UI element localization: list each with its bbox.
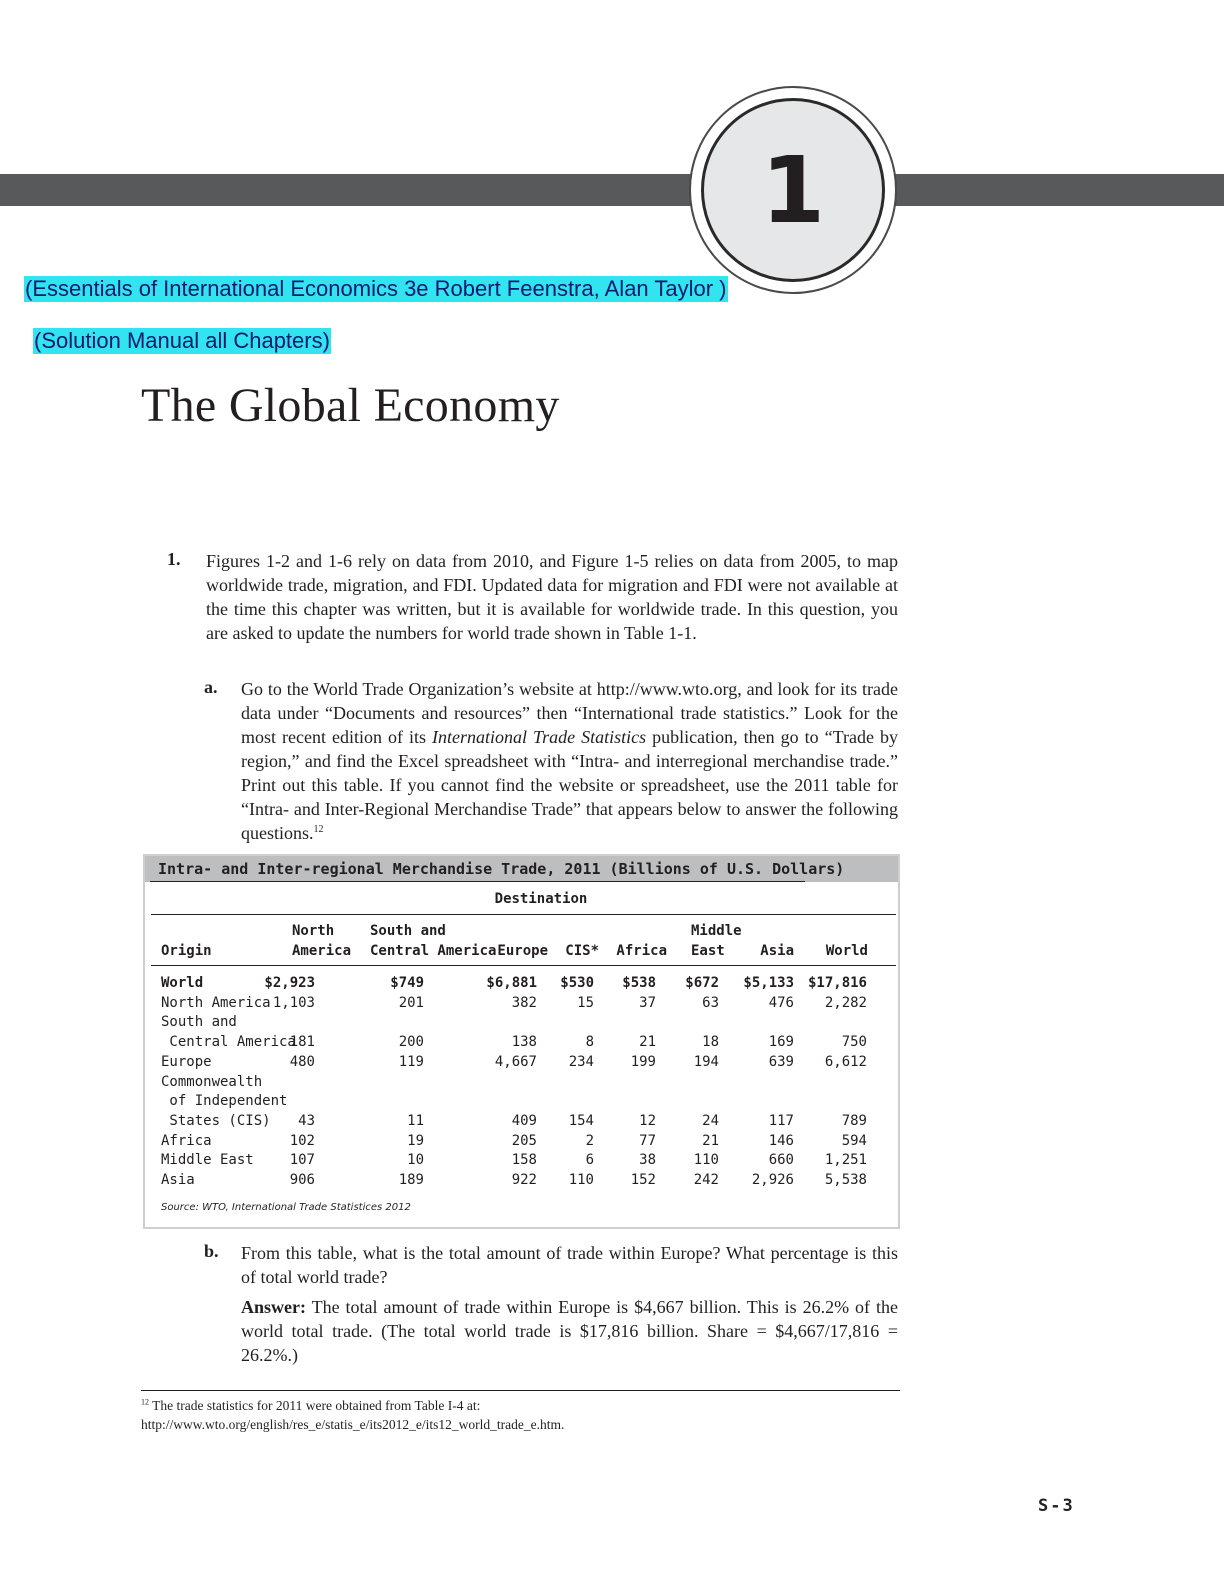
table-cell: 5,538 [824,1172,867,1188]
table-cell: 19 [407,1132,424,1149]
col-header-world: World [825,943,868,959]
table-title: Intra- and Inter-regional Merchandise Trade, 2011 (Billions of U.S. Dollars) [158,860,845,878]
part-b-label: b. [204,1241,219,1261]
table-cell: 189 [398,1172,424,1188]
table-cell: 6,612 [824,1053,867,1070]
part-a-text [241,677,898,845]
table-cell: 1,251 [824,1152,867,1169]
table-cell: 11 [407,1112,424,1129]
table-cell: 234 [568,1053,594,1070]
table-cell: 38 [639,1152,656,1169]
table-cell: 107 [289,1152,315,1169]
col-header-europe: Europe [497,943,548,959]
part-b-answer [241,1295,898,1367]
page-number: S-3 [1038,1496,1075,1516]
question-text: Figures 1-2 and 1-6 rely on data from 2010, and Figure 1-5 relies on data from 2005, to map worldwide trade, migration, and FDI. Updated data for migration and FDI were not available at the time this chapter was written, but it is available for worldwide trade. In this question, you are asked to update the numbers for world trade shown in Table 1-1. [206,551,898,643]
col-header-middle-east-2: East [691,943,725,959]
row-origin-label: of Independent [161,1093,288,1110]
col-header-origin: Origin [161,943,212,959]
chapter-number: 1 [760,136,825,244]
row-origin-label: World [161,975,204,991]
table-cell: 2 [585,1132,594,1149]
table-cell: 21 [702,1132,719,1149]
table-cell: 37 [639,994,656,1011]
table-source: Source: WTO, International Trade Statistices 2012 [161,1202,411,1213]
row-origin-label: Middle East [161,1152,254,1169]
footnote-ref: 12 [313,824,324,835]
table-cell: $17,816 [807,975,867,991]
table-cell: 382 [511,994,537,1011]
table-cell: 12 [639,1112,656,1129]
table-cell: 63 [702,994,719,1011]
col-header-north-america-2: America [292,943,352,959]
chapter-title: The Global Economy [141,379,560,432]
table-cell: 480 [289,1053,315,1070]
row-origin-label: Commonwealth [161,1073,263,1090]
table-cell: 201 [398,994,424,1011]
footnote-rule [141,1390,900,1391]
table-cell: $672 [685,975,719,991]
table-cell: $538 [622,975,656,991]
table-cell: 119 [398,1053,424,1070]
row-origin-label: Europe [161,1053,212,1070]
row-origin-label: States (CIS) [161,1112,271,1129]
highlight-book-title: (Essentials of International Economics 3e Robert Feenstra, Alan Taylor ) [25,276,727,301]
table-cell: 6 [585,1152,594,1169]
col-header-cis: CIS* [565,943,599,959]
col-header-middle-east-1: Middle [691,923,742,939]
table-cell: 152 [630,1172,656,1188]
table-cell: 15 [577,994,594,1011]
part-a-text-end: publication, then go to “Trade by region,” and find the Excel spreadsheet with “Intra- and interregional merchandise trade.” Print out this table. If you cannot find the website or spreadsheet, use the 2011 table for “Intra- and Inter-Regional Merchandise Trade” that appears below to answer the following questions. [241,727,898,843]
table-cell: 194 [693,1053,719,1070]
col-header-asia: Asia [760,943,794,959]
table-cell: 102 [289,1132,315,1149]
col-header-south-central-1: South and [370,923,446,939]
table-cell: 2,282 [824,994,867,1011]
footnote-marker: 12 [141,1397,149,1407]
table-cell: $749 [390,975,424,991]
part-a-label: a. [204,677,218,697]
table-cell: $6,881 [486,975,537,991]
row-origin-label: Central America [161,1034,296,1051]
col-header-africa: Africa [616,943,667,959]
table-cell: 10 [407,1152,424,1169]
table-cell: 117 [768,1112,794,1129]
body-rule [151,965,896,966]
table-cell: 906 [289,1172,315,1188]
table-cell: 639 [768,1053,794,1070]
answer-text: The total amount of trade within Europe is $4,667 billion. This is 26.2% of the world total trade. (The total world trade is $17,816 billion. Share = $4,667/17,816 = 26.2%.) [241,1297,898,1365]
table-cell: 4,667 [494,1053,537,1070]
table-cell: 21 [639,1034,656,1051]
table-cell: 750 [841,1034,867,1051]
row-origin-label: South and [161,1014,237,1031]
table-title-underline [150,881,805,882]
publication-title: International Trade Statistics [432,727,647,747]
header-rule [151,914,896,915]
table-cell: 169 [768,1034,794,1051]
table-cell: 199 [630,1053,656,1070]
table-cell: 205 [511,1132,537,1149]
table-cell: $530 [560,975,594,991]
table-cell: 922 [511,1172,537,1188]
footnote-text: The trade statistics for 2011 were obtained from Table I-4 at: http://www.wto.org/english/res_e/statis_e/its2012_e/its12_world_trade_e.htm. [141,1398,565,1432]
footnote [141,1396,900,1434]
table-cell: 181 [289,1034,315,1051]
table-cell: 242 [693,1172,719,1188]
question-number: 1. [167,549,181,569]
row-origin-label: Africa [161,1132,212,1149]
table-cell: 158 [511,1152,537,1169]
table-cell: 476 [768,994,794,1011]
table-cell: 200 [398,1034,424,1051]
part-a-text-start: Go to the World Trade Organization’s website at http://www.wto.org, and look for its trade data under “Documents and resources” then “International trade statistics.” Look for the most recent edition of its [241,679,898,747]
table-cell: 789 [841,1112,867,1129]
table-cell: 18 [702,1034,719,1051]
destination-label: Destination [494,891,588,907]
col-header-north-america-1: North [292,923,335,939]
header-band [0,174,1224,206]
table-cell: 2,926 [751,1172,794,1188]
table-cell: 1,103 [272,994,315,1011]
highlight-solution-manual: (Solution Manual all Chapters) [34,328,330,353]
table-cell: 594 [841,1132,867,1149]
table-cell: 110 [693,1152,719,1169]
row-origin-label: Asia [161,1172,195,1188]
table-cell: 409 [511,1112,537,1129]
table-cell: 24 [702,1112,719,1129]
table-cell: $5,133 [743,975,794,991]
table-cell: 110 [568,1172,594,1188]
table-cell: 660 [768,1152,794,1169]
table-cell: 146 [768,1132,794,1149]
table-cell: 8 [585,1034,594,1051]
table-cell: $2,923 [264,975,315,991]
col-header-south-central-2: Central America [370,943,497,959]
table-cell: 77 [639,1132,656,1149]
answer-label: Answer: [241,1297,306,1317]
table-cell: 43 [298,1112,315,1129]
table-cell: 154 [568,1112,594,1129]
row-origin-label: North America [161,994,271,1011]
table-cell: 138 [511,1034,537,1051]
part-b-question: From this table, what is the total amount of trade within Europe? What percentage is this of total world trade? [241,1243,898,1287]
